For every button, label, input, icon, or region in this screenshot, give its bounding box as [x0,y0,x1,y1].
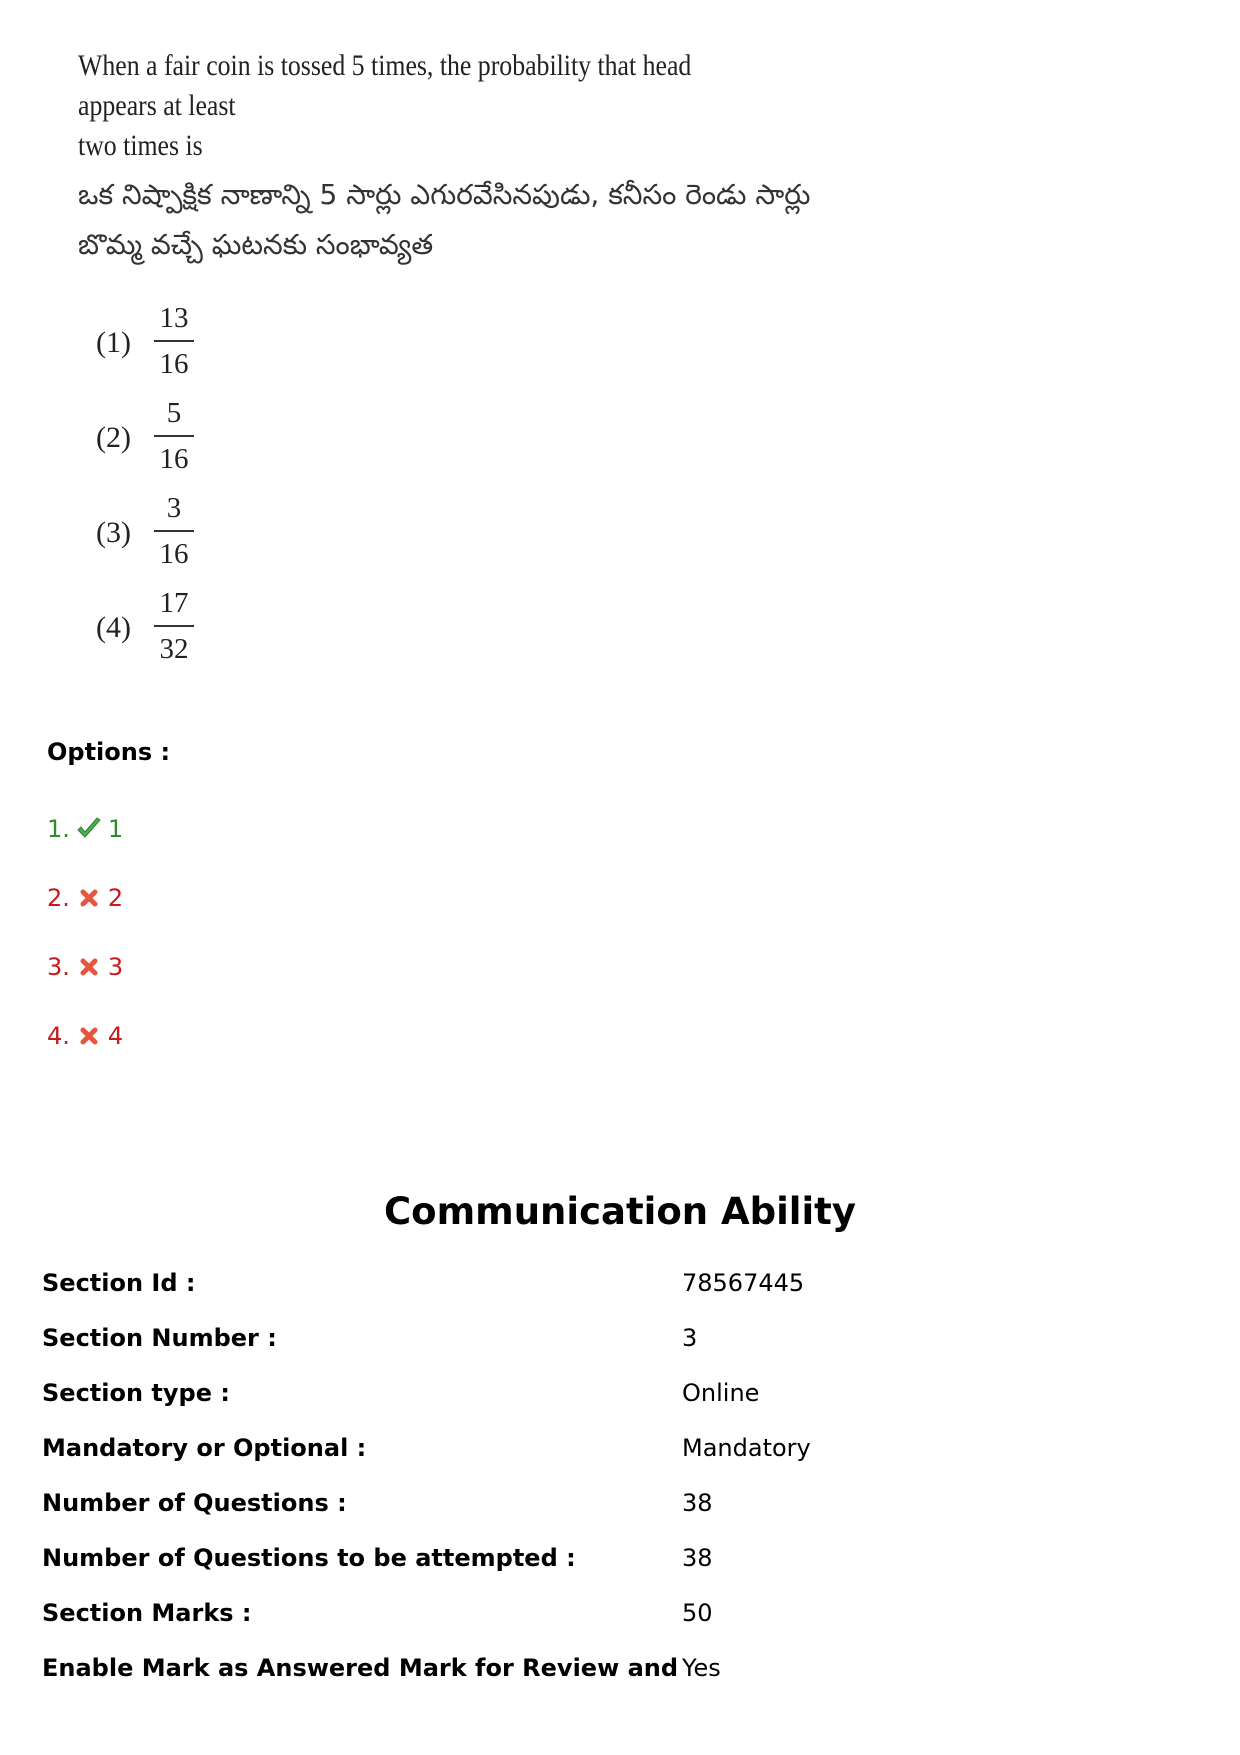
fraction-numerator: 5 [166,397,182,429]
row-value: 50 [682,1599,713,1627]
row-value: 78567445 [682,1269,805,1297]
number-of-questions-row [42,1485,1192,1521]
options-heading: Options : [47,738,171,766]
cross-icon [76,955,102,979]
option-index: 1. [47,815,70,843]
fraction-denominator: 16 [159,443,189,475]
enable-mark-row [42,1650,1192,1686]
cross-icon [76,886,102,910]
row-label: Enable Mark as Answered Mark for Review and [42,1654,679,1682]
answer-choice-4 [96,583,296,669]
option-value: 2 [107,884,124,912]
option-index: 2. [47,884,70,912]
fraction [154,488,194,572]
choice-number: (3) [96,516,131,549]
fraction-numerator: 17 [159,587,189,619]
option-1 [47,812,123,846]
option-index: 4. [47,1022,70,1050]
fraction-bar [154,340,194,342]
row-label: Section type : [42,1379,230,1407]
fraction-numerator: 13 [159,302,189,334]
row-value: 38 [682,1489,713,1517]
fraction-bar [154,530,194,532]
row-value: Mandatory [682,1434,811,1462]
option-3 [47,950,123,984]
questions-to-attempt-row [42,1540,1192,1576]
fraction-denominator: 16 [159,348,189,380]
section-marks-row [42,1595,1192,1631]
row-value: 3 [682,1324,698,1352]
answer-choice-2 [96,393,296,479]
fraction [154,393,194,477]
fraction-bar [154,625,194,627]
choice-number: (1) [96,326,131,359]
question-text-telugu: ఒక నిష్పాక్షిక నాణాన్ని 5 సార్లు ఎగురవేసినపుడు, కనీసం రెండు సార్లు బొమ్మ వచ్చే ఘటనకు సంభావ్యత [78,178,811,261]
fraction-bar [154,435,194,437]
fraction [154,583,194,667]
answer-choice-1 [96,298,296,384]
fraction-denominator: 16 [159,538,189,570]
choice-number: (2) [96,421,131,454]
section-title: Communication Ability [384,1190,856,1233]
row-value: Yes [682,1654,721,1682]
option-value: 4 [107,1022,124,1050]
checkmark-icon [76,817,102,841]
option-2 [47,881,123,915]
section-number-row [42,1320,1192,1356]
row-label: Mandatory or Optional : [42,1434,367,1462]
fraction-denominator: 32 [159,633,189,665]
row-label: Section Marks : [42,1599,252,1627]
row-label: Section Id : [42,1269,196,1297]
answer-choice-3 [96,488,296,574]
section-id-row [42,1265,1192,1301]
section-type-row [42,1375,1192,1411]
mandatory-row [42,1430,1192,1466]
row-label: Section Number : [42,1324,277,1352]
option-value: 3 [107,953,124,981]
question-text-english: When a fair coin is tossed 5 times, the probability that head appears at least two times is [78,49,692,162]
fraction [154,298,194,382]
fraction-numerator: 3 [166,492,182,524]
cross-icon [76,1024,102,1048]
option-4 [47,1019,123,1053]
option-index: 3. [47,953,70,981]
option-value: 1 [107,815,124,843]
row-label: Number of Questions : [42,1489,347,1517]
choice-number: (4) [96,611,131,644]
row-value: 38 [682,1544,713,1572]
row-label: Number of Questions to be attempted : [42,1544,576,1572]
row-value: Online [682,1379,760,1407]
